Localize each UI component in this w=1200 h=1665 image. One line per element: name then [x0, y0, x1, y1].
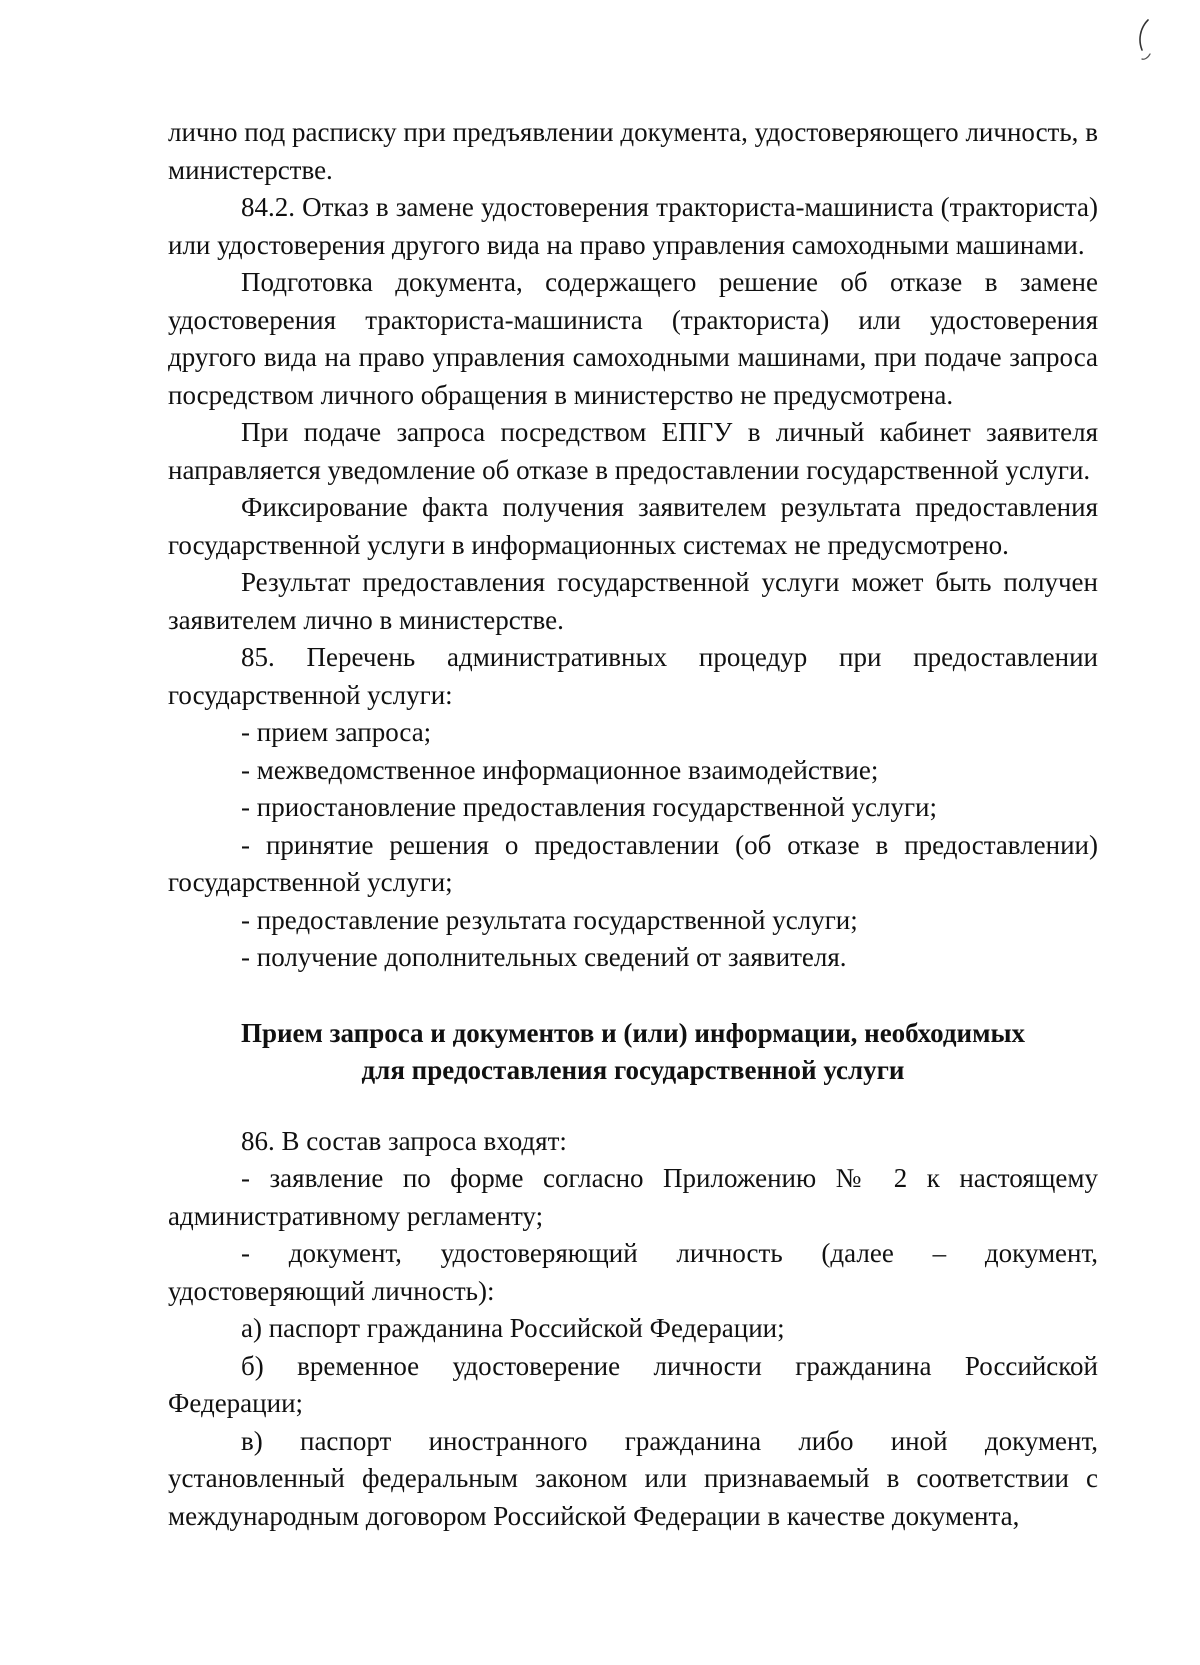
paragraph: лично под расписку при предъявлении документа, удостоверяющего личность, в министерстве.	[168, 117, 1098, 185]
paragraph: При подаче запроса посредством ЕПГУ в личный кабинет заявителя направляется уведомление об отказе в предоставлении государственной услуги.	[168, 417, 1098, 485]
list-item: - прием запроса;	[241, 717, 432, 747]
list-item: б) временное удостоверение личности гражданина Российской Федерации;	[168, 1350, 1098, 1418]
paragraph: Подготовка документа, содержащего решение об отказе в замене удостоверения тракториста-машиниста (тракториста) или удостоверения другого вида на право управления самоходными машинами, при подаче запроса посредством личного обращения в министерство не предусмотрена.	[168, 267, 1098, 410]
handwritten-mark-icon	[1130, 14, 1160, 64]
list-item: - заявление по форме согласно Приложению № 2 к настоящему административному регламенту;	[168, 1163, 1098, 1231]
list-item: - межведомственное информационное взаимодействие;	[241, 754, 879, 785]
section-heading-line: для предоставления государственной услуги	[361, 1054, 905, 1085]
paragraph: 85. Перечень административных процедур при предоставлении государственной услуги:	[168, 642, 1098, 710]
list-item: - приостановление предоставления государственной услуги;	[241, 792, 938, 822]
list-item: - документ, удостоверяющий личность (далее – документ, удостоверяющий личность):	[168, 1238, 1098, 1306]
list-item: а) паспорт гражданина Российской Федерации;	[241, 1313, 785, 1343]
list-item: - получение дополнительных сведений от заявителя.	[241, 942, 847, 972]
paragraph: 86. В состав запроса входят:	[241, 1125, 567, 1156]
paragraph: Результат предоставления государственной услуги может быть получен заявителем лично в министерстве.	[168, 567, 1098, 635]
list-item: - принятие решения о предоставлении (об отказе в предоставлении) государственной услуги;	[168, 829, 1098, 897]
paragraph: 84.2. Отказ в замене удостоверения тракториста-машиниста (тракториста) или удостоверения другого вида на право управления самоходными машинами.	[168, 192, 1098, 260]
document-body	[168, 114, 1098, 1535]
list-item: - предоставление результата государственной услуги;	[241, 904, 858, 935]
list-item: в) паспорт иностранного гражданина либо иной документ, установленный федеральным законом или признаваемый в соответствии с международным договором Российской Федерации в качестве документа,	[168, 1425, 1098, 1531]
handwritten-page-number	[1130, 14, 1160, 64]
section-heading-line: Прием запроса и документов и (или) информации, необходимых	[240, 1017, 1026, 1048]
paragraph: Фиксирование факта получения заявителем результата предоставления государственной услуги в информационных системах не предусмотрено.	[168, 492, 1098, 560]
section-heading	[168, 1015, 1098, 1089]
